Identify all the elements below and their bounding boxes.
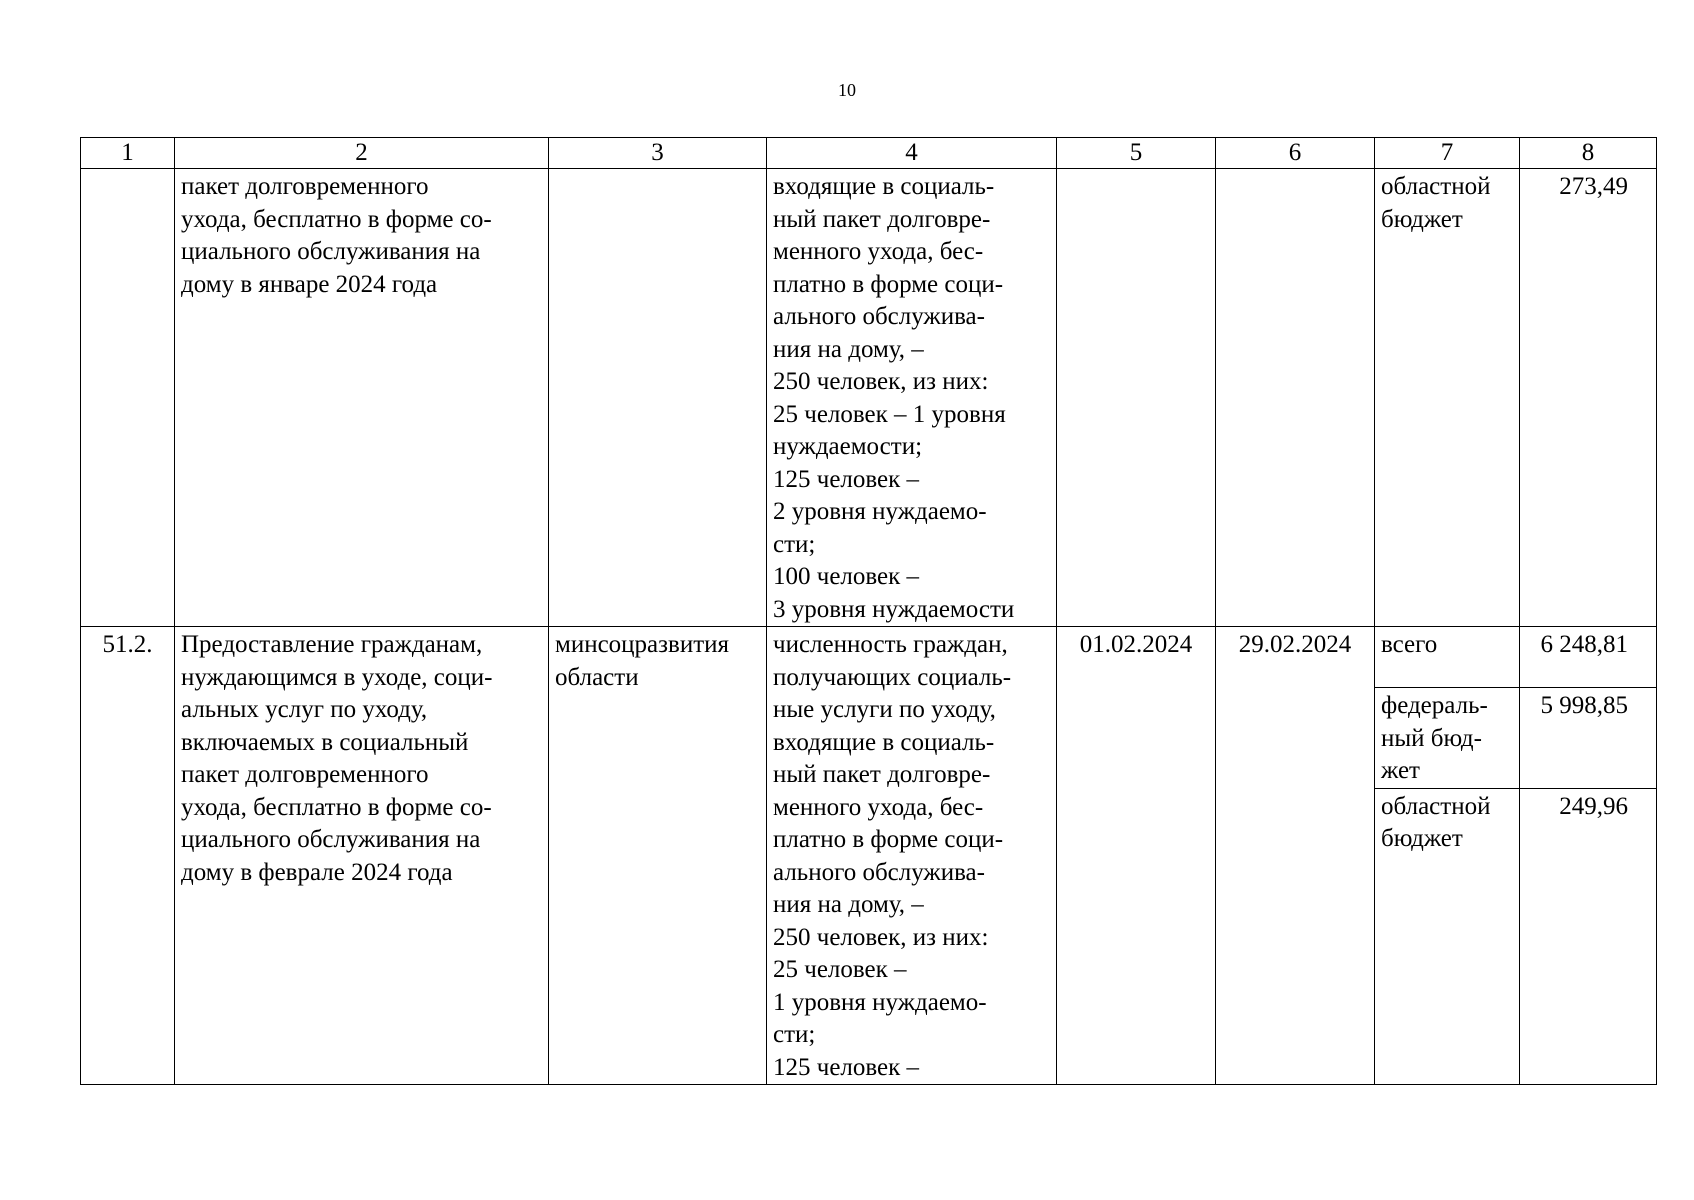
executor-cell: минсоцразвития области — [549, 627, 767, 1085]
page-number: 10 — [838, 80, 856, 100]
funding-source-cell: областной бюджет — [1375, 788, 1520, 1085]
funding-source-cell: федераль- ный бюд- жет — [1375, 688, 1520, 789]
table-row — [81, 169, 1657, 627]
indicator-cell: входящие в социаль- ный пакет долговре- менного ухода, бес- платно в форме соци- ального обслужива- ния на дому, – 250 человек, из них: 25 человек – 1 уровня нуждаемости; 125 человек – 2 уровня нуждаемо- сти; 100 человек – 3 уровня нуждаемости — [767, 169, 1057, 627]
funding-amount-cell: 249,96 — [1520, 788, 1657, 1085]
column-header: 1 — [81, 138, 175, 169]
column-header: 4 — [767, 138, 1057, 169]
executor-cell — [549, 169, 767, 627]
start-date-cell — [1057, 169, 1216, 627]
table-row — [81, 627, 1657, 688]
end-date-cell — [1216, 169, 1375, 627]
funding-source-cell: всего — [1375, 627, 1520, 688]
funding-amount-cell: 273,49 — [1520, 169, 1657, 627]
start-date-cell: 01.02.2024 — [1057, 627, 1216, 1085]
column-header: 3 — [549, 138, 767, 169]
column-header: 5 — [1057, 138, 1216, 169]
funding-amount-cell: 6 248,81 — [1520, 627, 1657, 688]
column-header: 7 — [1375, 138, 1520, 169]
column-header: 8 — [1520, 138, 1657, 169]
column-number-header-row — [81, 138, 1657, 169]
indicator-cell: численность граждан, получающих социаль- ные услуги по уходу, входящие в социаль- ный пакет долговре- менного ухода, бес- платно в форме соци- ального обслужива- ния на дому, – 250 человек, из них: 25 человек – 1 уровня нуждаемо- сти; 125 человек – — [767, 627, 1057, 1085]
program-table — [80, 137, 1657, 1085]
end-date-cell: 29.02.2024 — [1216, 627, 1375, 1085]
column-header: 6 — [1216, 138, 1375, 169]
column-header: 2 — [175, 138, 549, 169]
funding-source-cell: областной бюджет — [1375, 169, 1520, 627]
event-description-cell: пакет долговременного ухода, бесплатно в форме со- циального обслуживания на дому в январе 2024 года — [175, 169, 549, 627]
funding-amount-cell: 5 998,85 — [1520, 688, 1657, 789]
row-number-cell: 51.2. — [81, 627, 175, 1085]
row-number-cell — [81, 169, 175, 627]
event-description-cell: Предоставление гражданам, нуждающимся в уходе, соци- альных услуг по уходу, включаемых в социальный пакет долговременного ухода, бесплатно в форме со- циального обслуживания на дому в феврале 2024 года — [175, 627, 549, 1085]
